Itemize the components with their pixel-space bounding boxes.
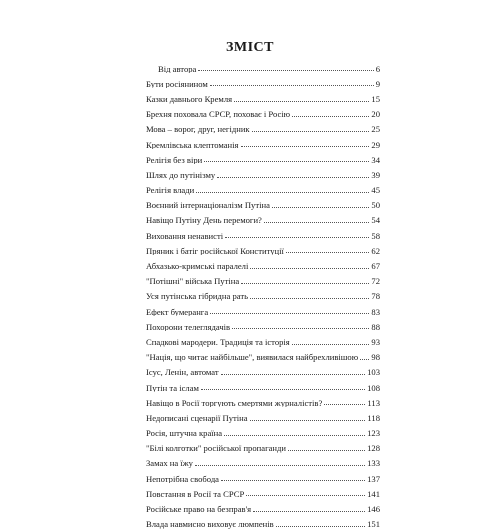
toc-entry-page-number: 108 [367, 382, 380, 393]
toc-entry-page-number: 151 [367, 519, 380, 529]
toc-entry-title: Релігія влади [146, 185, 195, 195]
toc-entry-page-number: 83 [371, 306, 380, 317]
toc-entry-page-number: 133 [367, 458, 380, 469]
toc-entry-title: Навіщо Путіну День перемоги? [146, 215, 262, 226]
dot-leader [210, 313, 369, 314]
toc-entry [146, 498, 380, 513]
toc-entry [146, 514, 380, 529]
toc-entry-page-number: 103 [367, 367, 380, 377]
toc-entry-title: "Білі колготки" російської пропаганди [146, 443, 286, 453]
toc-entry-title: Похорони телеглядачів [146, 321, 231, 332]
toc-entry-page-number: 20 [371, 109, 380, 119]
toc-entry [146, 316, 380, 331]
table-of-contents [146, 58, 380, 529]
toc-entry [146, 407, 380, 422]
toc-entry-page-number: 113 [367, 397, 380, 408]
toc-entry [146, 423, 380, 438]
dot-leader [195, 465, 365, 466]
dot-leader [272, 207, 370, 208]
toc-entry [146, 195, 380, 210]
dot-leader [286, 252, 370, 253]
toc-entry-page-number: 6 [375, 63, 380, 74]
toc-entry [146, 225, 380, 240]
toc-entry-page-number: 54 [371, 215, 380, 226]
toc-entry-page-number: 9 [375, 78, 380, 89]
dot-leader [201, 389, 365, 390]
toc-entry [146, 453, 380, 468]
toc-entry [146, 347, 380, 362]
toc-entry-page-number: 58 [371, 230, 380, 241]
toc-entry-page-number: 141 [367, 488, 380, 499]
toc-entry-page-number: 88 [371, 321, 380, 332]
toc-entry [146, 164, 380, 179]
toc-entry-page-number: 128 [367, 443, 380, 453]
dot-leader [221, 480, 365, 481]
toc-entry [146, 88, 380, 103]
toc-entry-page-number: 15 [371, 93, 380, 104]
dot-leader [224, 435, 365, 436]
dot-leader [225, 237, 369, 238]
toc-entry-page-number: 137 [367, 473, 380, 484]
page-title: ЗМІСТ [226, 40, 274, 55]
toc-entry-title: Недописані сценарії Путіна [146, 412, 248, 423]
dot-leader [253, 511, 365, 512]
toc-entry-page-number: 93 [371, 336, 380, 347]
toc-entry-title: Непотрібна свобода [146, 473, 220, 484]
dot-leader [204, 161, 369, 162]
toc-entry-title: Абхазько-кримські паралелі [146, 261, 249, 271]
toc-entry-title: Виховання ненависті [146, 230, 224, 241]
toc-entry-title: "Нація, що читає найбільше", виявилася найбрехливішою [146, 352, 359, 362]
dot-leader [292, 344, 370, 345]
toc-entry-title: Воєнний інтернаціоналізм Путіна [146, 200, 270, 210]
toc-entry-title: "Потішні" війська Путіна [146, 276, 240, 286]
toc-entry [146, 331, 380, 346]
toc-entry-page-number: 62 [371, 245, 380, 256]
toc-entry-title: Кремлівська клептоманія [146, 139, 239, 150]
dot-leader [241, 283, 369, 284]
toc-entry-title: Ісус, Ленін, автомат [146, 367, 219, 377]
toc-entry [146, 104, 380, 119]
toc-entry-title: Росія, штучна країна [146, 428, 223, 438]
dot-leader [250, 420, 366, 421]
dot-leader [232, 328, 369, 329]
toc-entry [146, 119, 380, 134]
toc-entry-title: Мова – ворог, друг, негідник [146, 124, 250, 134]
toc-entry-title: Замах на їжу [146, 458, 193, 469]
toc-entry-title: Пряник і батіг російської Конституції [146, 245, 284, 256]
toc-entry-title: Навіщо в Росії торгують смертями журналістів? [146, 397, 323, 408]
toc-entry [146, 483, 380, 498]
dot-leader [196, 192, 369, 193]
toc-entry-page-number: 50 [371, 200, 380, 210]
toc-entry-title: Бути росіянином [146, 78, 208, 89]
toc-entry-page-number: 34 [371, 154, 380, 165]
dot-leader [217, 177, 369, 178]
toc-entry-page-number: 78 [371, 291, 380, 301]
toc-entry-page-number: 98 [371, 352, 380, 362]
toc-entry-page-number: 146 [367, 504, 380, 514]
toc-entry-page-number: 29 [371, 139, 380, 150]
dot-leader [198, 70, 373, 71]
toc-entry-page-number: 72 [371, 276, 380, 286]
toc-entry [146, 271, 380, 286]
toc-entry [146, 134, 380, 149]
toc-entry-title: Релігія без віри [146, 154, 203, 165]
toc-entry [146, 468, 380, 483]
dot-leader [276, 526, 365, 527]
toc-entry [146, 149, 380, 164]
dot-leader [264, 222, 370, 223]
toc-entry [146, 73, 380, 88]
dot-leader [250, 268, 369, 269]
toc-entry [146, 210, 380, 225]
toc-entry-title: Ефект бумеранга [146, 306, 209, 317]
toc-entry-title: Спадкові мародери. Традиція та історія [146, 336, 290, 347]
toc-entry-title: Влада навмисно виховує люмпенів [146, 519, 274, 529]
dot-leader [292, 116, 369, 117]
toc-entry [146, 286, 380, 301]
toc-entry-page-number: 39 [371, 169, 380, 180]
toc-entry-title: Уся путінська гібридна рать [146, 291, 249, 301]
toc-entry-title: Брехня поховала СРСР, поховає і Росію [146, 109, 291, 119]
dot-leader [246, 495, 365, 496]
toc-entry [146, 58, 380, 73]
dot-leader [241, 146, 370, 147]
dot-leader [234, 101, 369, 102]
toc-entry [146, 362, 380, 377]
toc-entry-page-number: 67 [371, 261, 380, 271]
toc-entry-page-number: 25 [371, 124, 380, 134]
toc-entry-page-number: 123 [367, 428, 380, 438]
dot-leader [221, 374, 366, 375]
dot-leader [252, 131, 370, 132]
toc-entry [146, 438, 380, 453]
toc-entry [146, 301, 380, 316]
toc-entry-page-number: 118 [367, 412, 380, 423]
toc-entry [146, 180, 380, 195]
toc-entry-title: Російське право на безправ'я [146, 504, 252, 514]
toc-entry-title: Шлях до путінізму [146, 169, 216, 180]
dot-leader [324, 404, 365, 405]
toc-entry [146, 392, 380, 407]
toc-entry-page-number: 45 [371, 185, 380, 195]
toc-entry-title: Казки давнього Кремля [146, 93, 233, 104]
toc-entry [146, 255, 380, 270]
dot-leader [210, 85, 374, 86]
toc-entry-title: Повстання в Росії та СРСР [146, 488, 245, 499]
toc-entry-title: Від автора [158, 63, 197, 74]
toc-entry-title: Путін та іслам [146, 382, 199, 393]
dot-leader [288, 450, 365, 451]
toc-entry [146, 240, 380, 255]
dot-leader [250, 298, 369, 299]
dot-leader [360, 359, 369, 360]
toc-entry [146, 377, 380, 392]
